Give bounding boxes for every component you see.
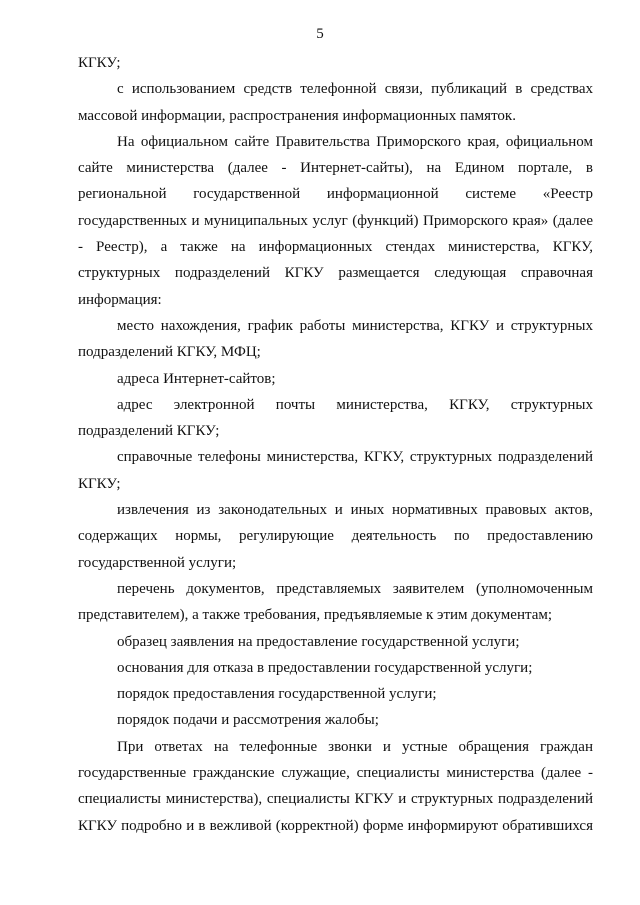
list-item: основания для отказа в предоставлении государственной услуги; <box>117 659 533 676</box>
document-body <box>78 50 593 839</box>
paragraph: с использованием средств телефонной связи, публикаций в средствах массовой информации, распространения информационных памяток. <box>78 81 593 124</box>
list-item: порядок подачи и рассмотрения жалобы; <box>117 712 379 729</box>
list-item: адрес электронной почты министерства, КГКУ, структурных подразделений КГКУ; <box>78 396 593 440</box>
paragraph: При ответах на телефонные звонки и устные обращения граждан государственные гражданские служащие, специалисты министерства (далее - специалисты министерства), специалисты КГКУ и структурных подразделений КГКУ подробно и в вежливой (корректной) форме информируют обратившихся <box>78 738 593 834</box>
list-item: извлечения из законодательных и иных нормативных правовых актов, содержащих нормы, регулирующие деятельность по предоставлению государственной услуги; <box>78 502 593 571</box>
paragraph: На официальном сайте Правительства Приморского края, официальном сайте министерства (далее - Интернет-сайты), на Едином портале, в региональной государственной информационной системе «Реестр государственных и муниципальных услуг (функций) Приморского края» (далее - Реестр), а также на информационных стендах министерства, КГКУ, структурных подразделений КГКУ размещается следующая справочная информация: <box>78 133 593 308</box>
list-item: адреса Интернет-сайтов; <box>117 370 276 387</box>
list-item: образец заявления на предоставление государственной услуги; <box>117 633 520 650</box>
paragraph: КГКУ; <box>78 55 121 71</box>
list-item: место нахождения, график работы министерства, КГКУ и структурных подразделений КГКУ, МФЦ; <box>78 317 593 361</box>
list-item: справочные телефоны министерства, КГКУ, структурных подразделений КГКУ; <box>78 449 593 492</box>
list-item: порядок предоставления государственной услуги; <box>117 686 437 703</box>
page-number: 5 <box>316 26 324 42</box>
list-item: перечень документов, представляемых заявителем (уполномоченным представителем), а также требования, предъявляемые к этим документам; <box>78 580 593 624</box>
